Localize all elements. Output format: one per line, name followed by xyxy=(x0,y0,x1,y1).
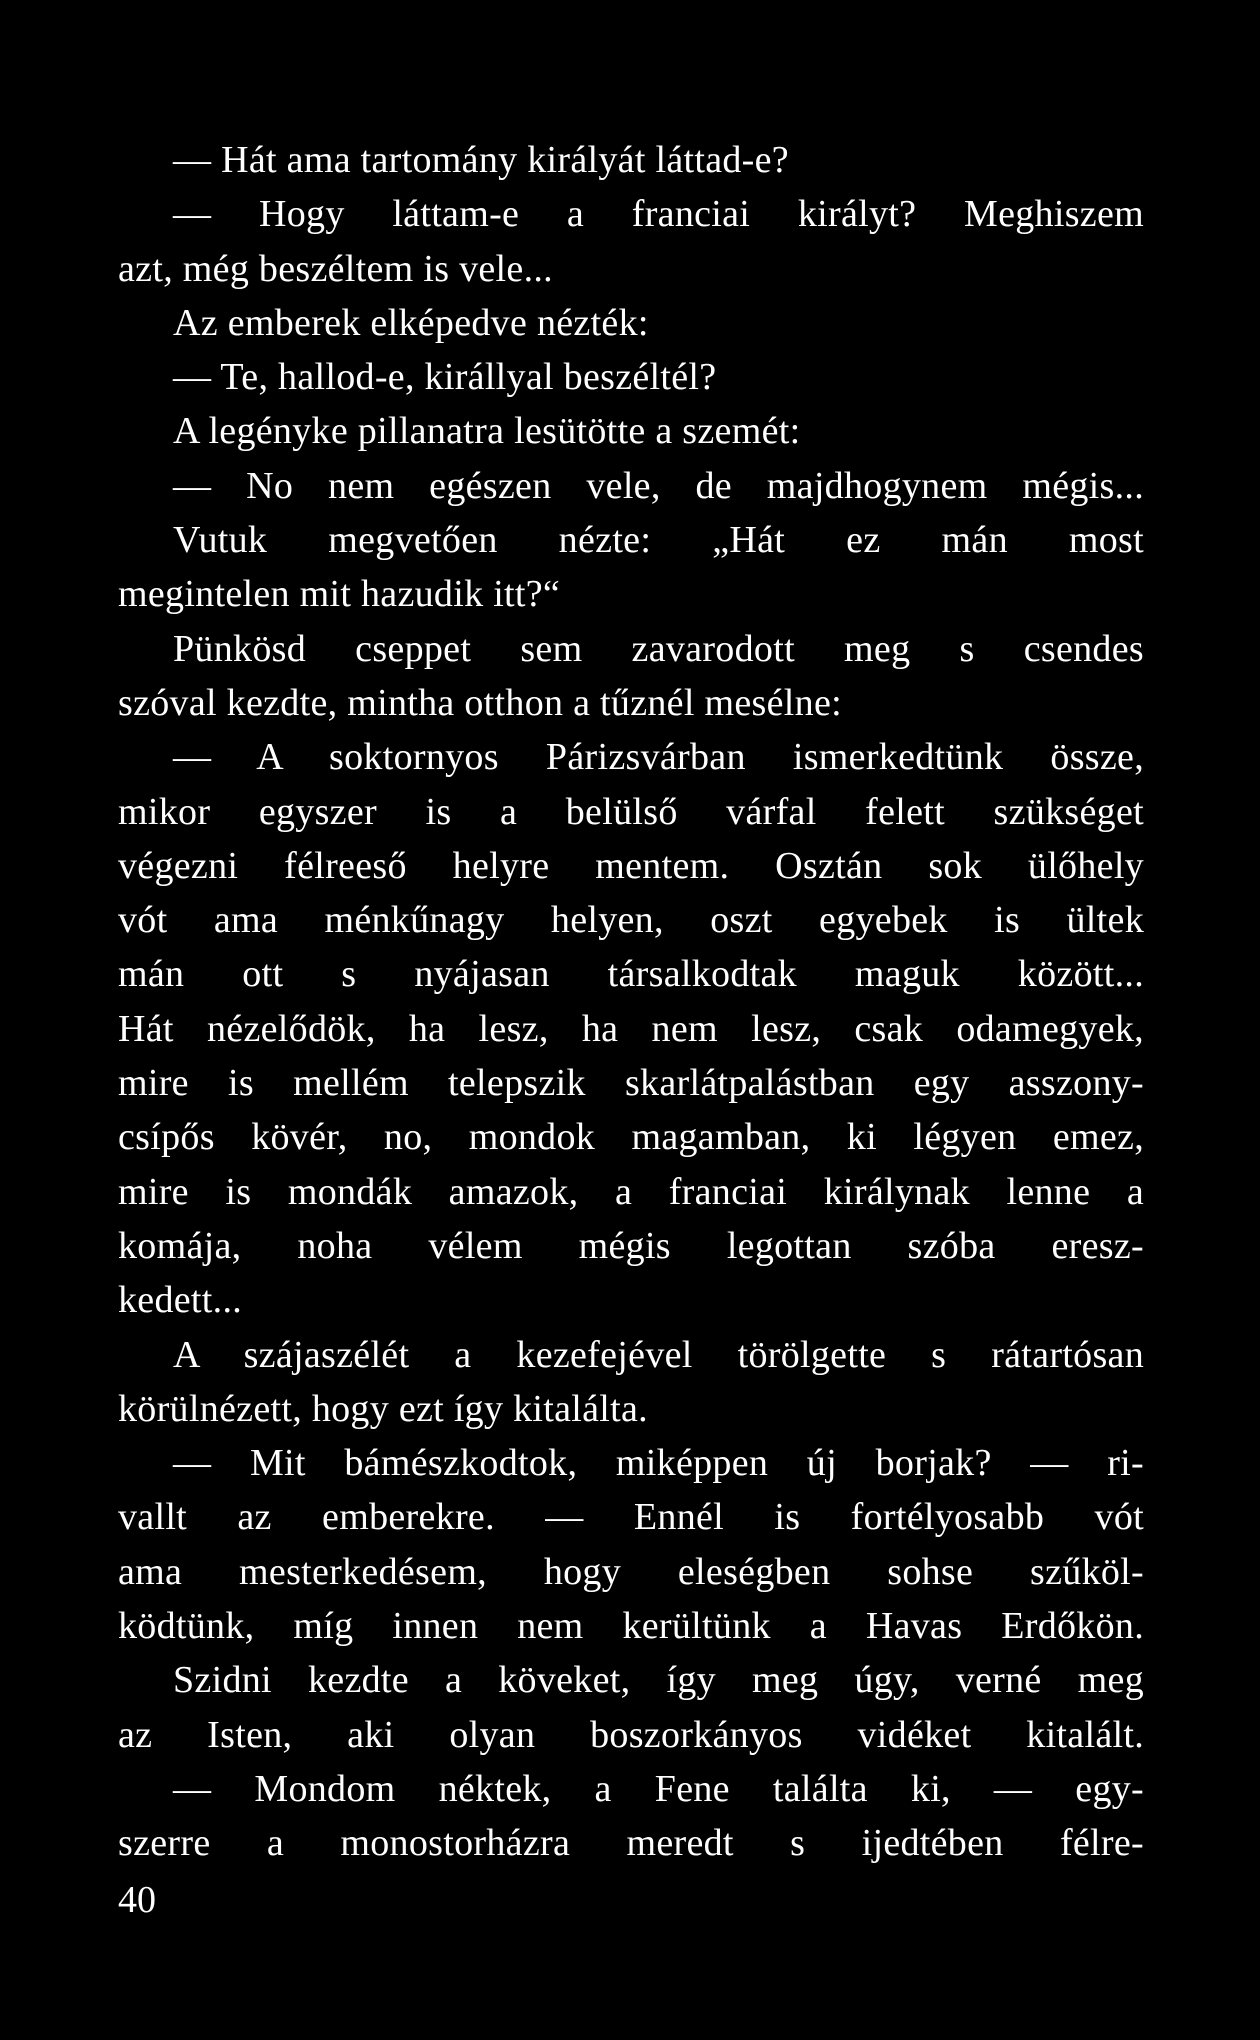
text-line: — Mit bámészkodtok, miképpen új borjak? — ri- xyxy=(173,1442,1144,1485)
text-line: csípős kövér, no, mondok magamban, ki légyen emez, xyxy=(118,1116,1144,1159)
text-line: — A soktornyos Párizsvárban ismerkedtünk össze, xyxy=(173,736,1144,779)
text-line: kedett... xyxy=(118,1279,243,1322)
text-line: azt, még beszéltem is vele... xyxy=(118,247,553,290)
text-line: — Mondom néktek, a Fene találta ki, — egy- xyxy=(173,1767,1144,1810)
text-line: mire is mondák amazok, a franciai királynak lenne a xyxy=(118,1170,1144,1213)
page-number: 40 xyxy=(118,1879,156,1921)
body-text xyxy=(118,133,1144,1871)
text-line: Hát nézelődök, ha lesz, ha nem lesz, csak odamegyek, xyxy=(118,1007,1144,1050)
text-line: ama mesterkedésem, hogy eleségben sohse szűköl- xyxy=(118,1550,1144,1593)
text-line: vót ama ménkűnagy helyen, oszt egyebek is ültek xyxy=(118,899,1144,942)
text-line: — Hogy láttam-e a franciai királyt? Meghiszem xyxy=(173,193,1144,236)
text-line: végezni félreeső helyre mentem. Osztán sok ülőhely xyxy=(118,844,1144,887)
text-line: mire is mellém telepszik skarlátpalástban egy asszony- xyxy=(118,1062,1144,1105)
text-line: szerre a monostorházra meredt s ijedtében félre- xyxy=(118,1822,1144,1865)
text-line: ködtünk, míg innen nem kerültünk a Havas Erdőkön. xyxy=(118,1605,1144,1648)
text-line: komája, noha vélem mégis legottan szóba eresz- xyxy=(118,1224,1144,1267)
text-line: — Te, hallod-e, királlyal beszéltél? xyxy=(173,356,717,399)
text-line: szóval kezdte, mintha otthon a tűznél mesélne: xyxy=(118,681,842,724)
text-line: — Hát ama tartomány királyát láttad-e? xyxy=(173,139,789,181)
text-line: mán ott s nyájasan társalkodtak maguk között... xyxy=(118,953,1144,996)
text-line: Az emberek elképedve nézték: xyxy=(173,301,649,344)
text-line: — No nem egészen vele, de majdhogynem mégis... xyxy=(173,464,1144,507)
text-line: A legényke pillanatra lesütötte a szemét: xyxy=(173,410,801,453)
text-line: mikor egyszer is a belülső várfal felett szükséget xyxy=(118,790,1144,833)
text-line: Szidni kezdte a köveket, így meg úgy, verné meg xyxy=(173,1659,1144,1702)
text-line: az Isten, aki olyan boszorkányos vidéket kitalált. xyxy=(118,1713,1144,1756)
text-line: Pünkösd cseppet sem zavarodott meg s csendes xyxy=(173,627,1144,670)
text-line: Vutuk megvetően nézte: „Hát ez mán most xyxy=(173,519,1144,562)
text-line: A szájaszélét a kezefejével törölgette s rátartósan xyxy=(173,1333,1144,1376)
text-line: megintelen mit hazudik itt?“ xyxy=(118,573,561,616)
text-line: körülnézett, hogy ezt így kitalálta. xyxy=(118,1387,648,1430)
text-line: vallt az emberekre. — Ennél is fortélyosabb vót xyxy=(118,1496,1144,1539)
